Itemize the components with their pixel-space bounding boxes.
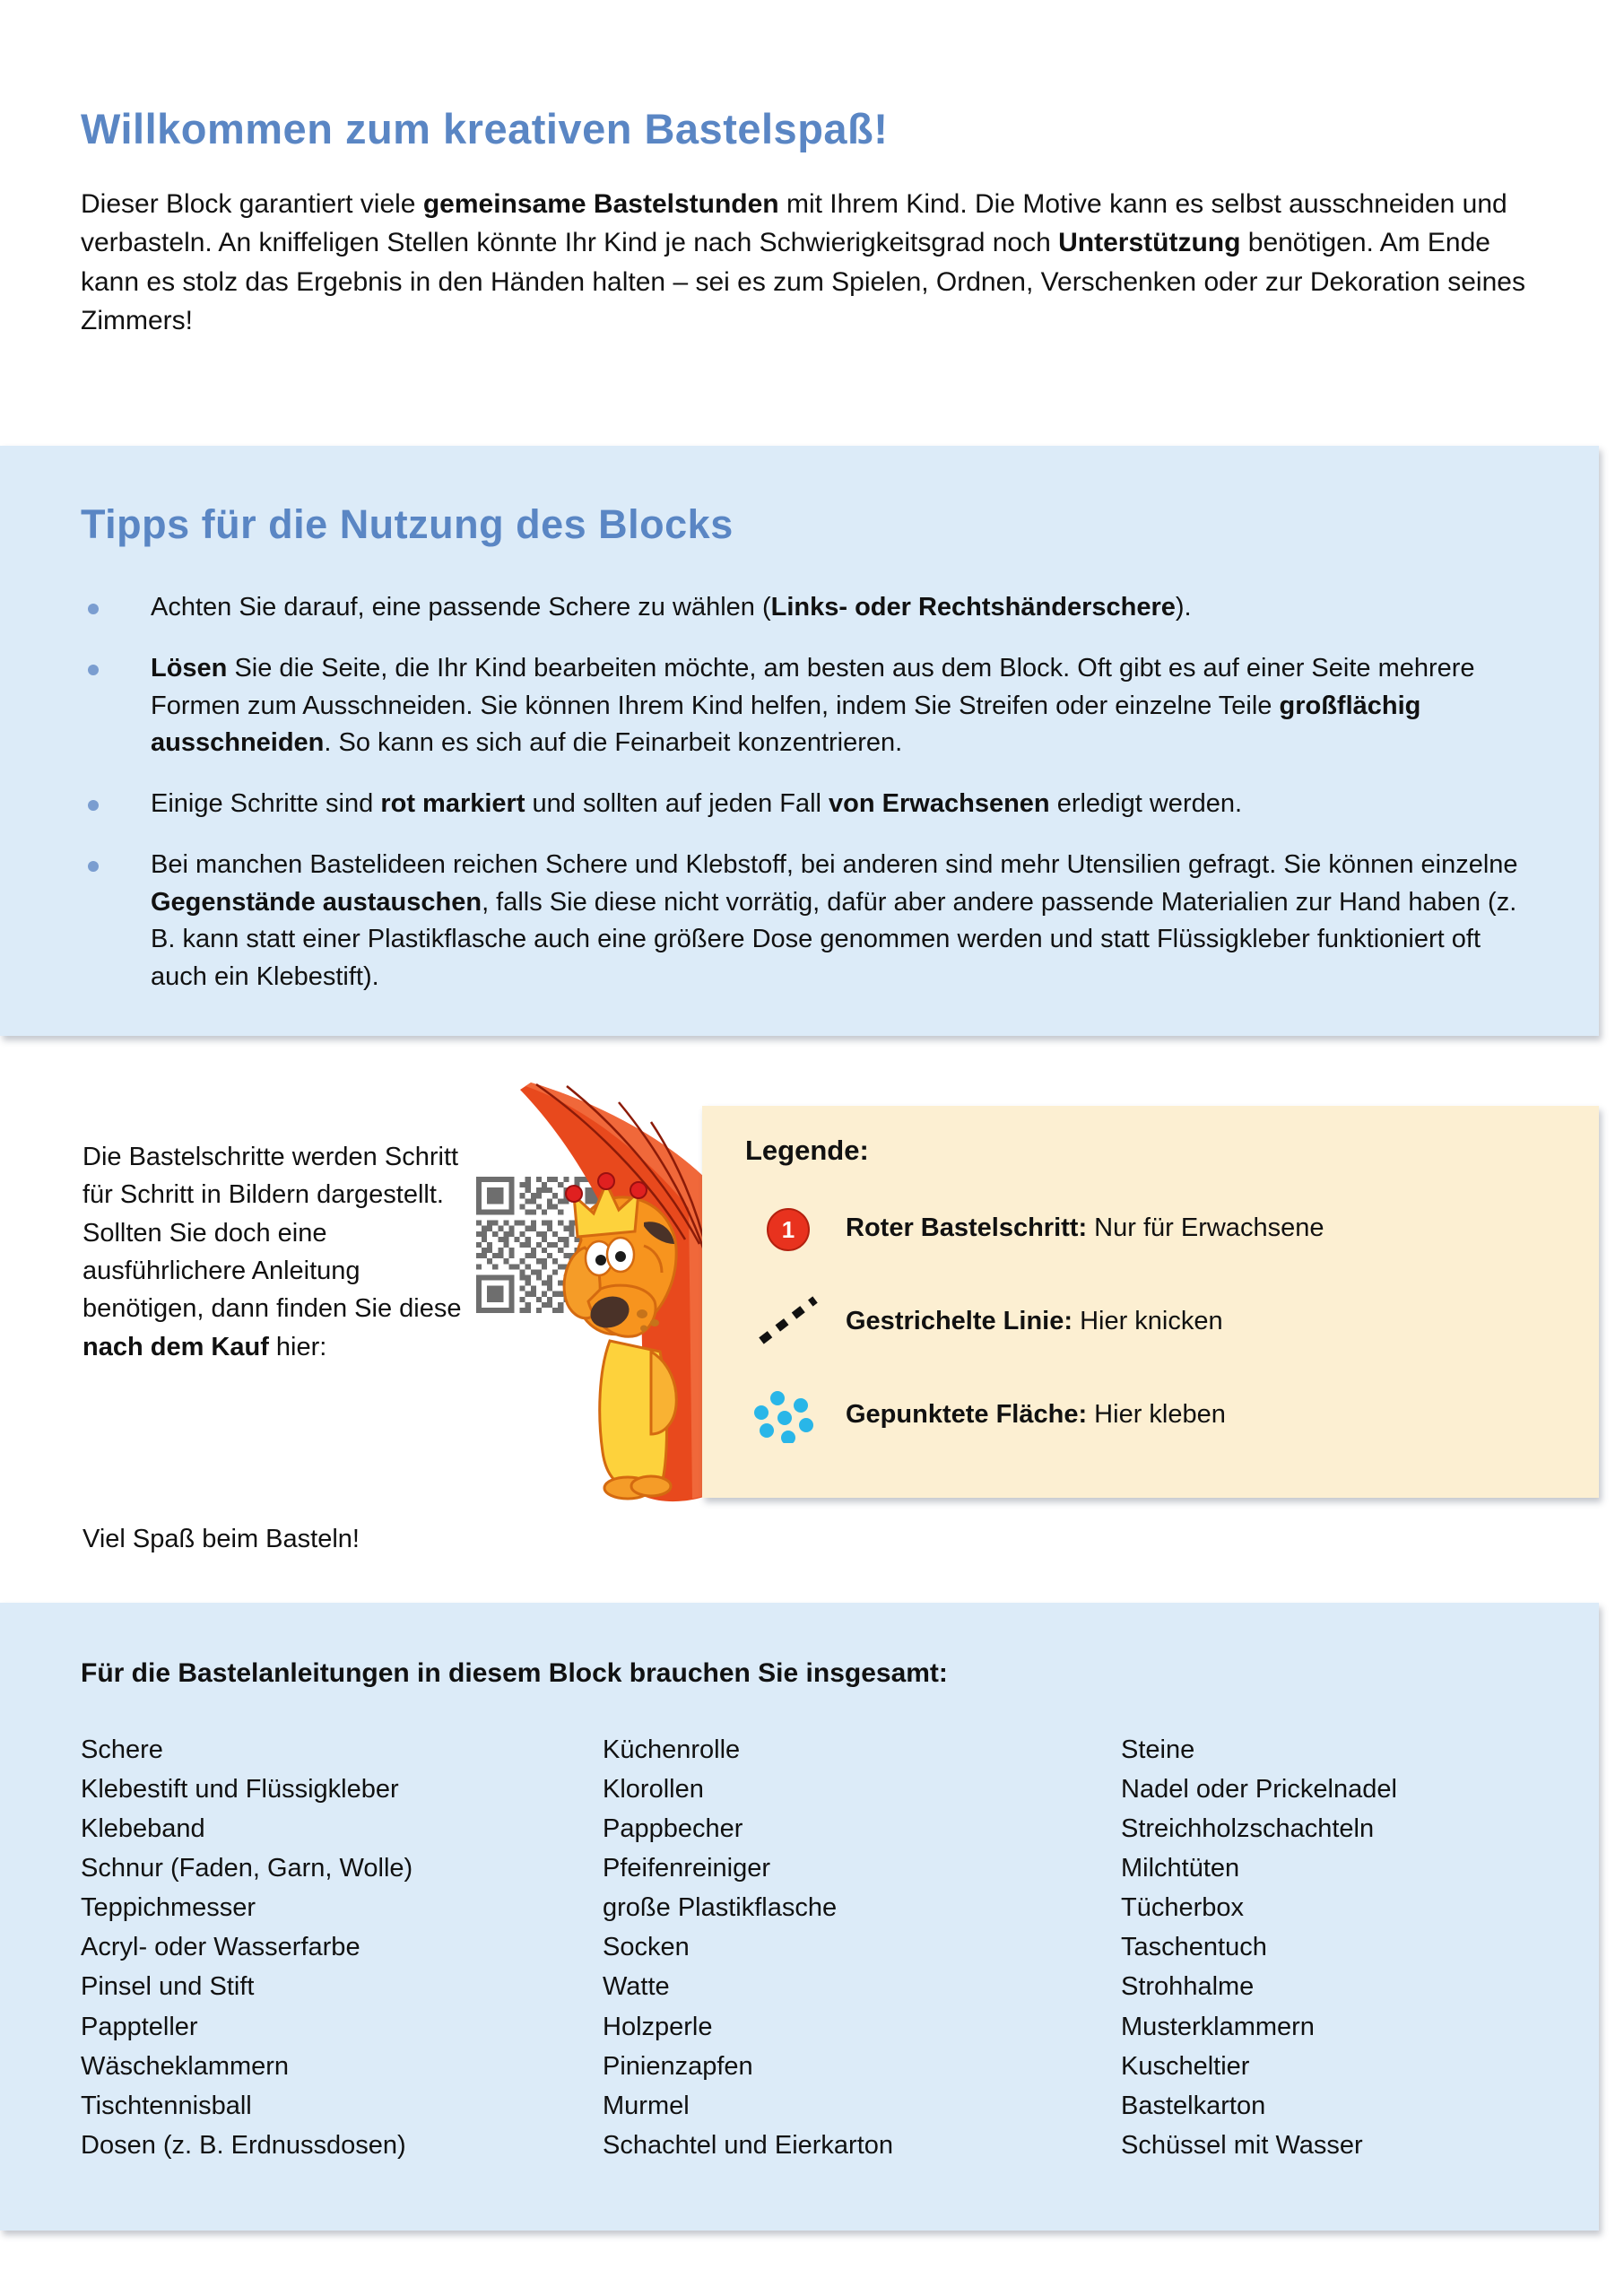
body-text: . So kann es sich auf die Feinarbeit konzentrieren. [324, 728, 903, 758]
red-numbered-step-icon [745, 1199, 846, 1257]
material-item: Klorollen [603, 1775, 704, 1805]
dashed-line-icon [745, 1292, 846, 1350]
material-item: Steine [1121, 1735, 1195, 1764]
intro-paragraph [81, 185, 1551, 341]
material-item: Teppichmesser [81, 1893, 256, 1923]
legend-row [745, 1386, 1570, 1443]
page-title: Willkommen zum kreativen Bastelspaß! [81, 105, 889, 152]
tips-heading: Tipps für die Nutzung des Blocks [81, 501, 734, 547]
material-item: Acryl- oder Wasserfarbe [81, 1933, 360, 1962]
emphasis-text: Unterstützung [1058, 228, 1241, 258]
body-text: Bei manchen Bastelideen reichen Schere und Klebstoff, bei anderen sind mehr Utensilien gefragt. Sie können einzelne [151, 849, 1518, 879]
legend-entry-text [846, 1306, 1223, 1337]
emphasis-text: Links- oder Rechtshänderschere [770, 593, 1176, 622]
qr-instruction-paragraph [83, 1138, 477, 1366]
emphasis-text: von Erwachsenen [829, 789, 1050, 818]
materials-column [81, 1730, 583, 2165]
emphasis-text: gemeinsame Bastelstunden [422, 188, 779, 219]
material-item: Pappbecher [603, 1814, 743, 1844]
material-item: Pinsel und Stift [81, 1972, 255, 2002]
body-text: und sollten auf jeden Fall [525, 789, 829, 818]
material-item: Schere [81, 1735, 163, 1764]
legend-entry-text [846, 1213, 1324, 1244]
step-number: 1 [767, 1208, 810, 1251]
closing-line: Viel Spaß beim Basteln! [83, 1525, 360, 1553]
legend-row [745, 1199, 1570, 1257]
emphasis-text: großflächig ausschneiden [151, 691, 1421, 758]
materials-title: Für die Bastelanleitungen in diesem Block brauchen Sie insgesamt: [81, 1658, 948, 1688]
body-text: benötigen. Am Ende kann es stolz das Ergebnis in den Händen halten – sei es zum Spielen, Ordnen, Verschenken oder zur Dekoration seines Zimmers! [81, 228, 1525, 336]
tips-list-item [81, 650, 1524, 762]
emphasis-text: nach dem Kauf [83, 1332, 269, 1361]
body-text: Die Bastelschritte werden Schritt für Schritt in Bildern dargestellt. Sollten Sie doch eine ausführlichere Anleitung benötigen, dann finden Sie diese [83, 1143, 462, 1324]
materials-panel [0, 1603, 1599, 2231]
legend-entry-label: Gepunktete Fläche: [846, 1399, 1088, 1429]
legend-title: Legende: [745, 1135, 869, 1166]
emphasis-text: Lösen [151, 653, 228, 683]
material-item: Schnur (Faden, Garn, Wolle) [81, 1854, 413, 1883]
material-item: Pfeifenreiniger [603, 1854, 770, 1883]
dotted-area-icon [745, 1386, 846, 1443]
legend-entry-description: Hier knicken [1073, 1306, 1223, 1335]
material-item: Küchenrolle [603, 1735, 741, 1764]
material-item: Klebeband [81, 1814, 205, 1844]
material-item: Watte [603, 1972, 670, 2002]
legend-entry-description: Nur für Erwachsene [1087, 1213, 1324, 1242]
legend-entry-text [846, 1399, 1226, 1431]
body-text: Achten Sie darauf, eine passende Schere zu wählen ( [151, 593, 771, 622]
intro-section [81, 106, 1560, 341]
material-item: große Plastikflasche [603, 1893, 838, 1923]
materials-column [603, 1730, 1105, 2165]
body-text: hier: [268, 1332, 327, 1361]
material-item: Pinienzapfen [603, 2051, 753, 2081]
legend-row [745, 1292, 1570, 1350]
material-item: Nadel oder Prickelnadel [1121, 1775, 1397, 1805]
body-text: , falls Sie diese nicht vorrätig, dafür aber andere passende Materialien zur Hand haben (z. B. kann statt einer Plastikflasche auch eine größere Dose genommen werden und statt Flüssigkleber funktioniert oft auch ein Klebestift). [151, 887, 1517, 991]
material-item: Tücherbox [1121, 1893, 1245, 1923]
material-item: Dosen (z. B. Erdnussdosen) [81, 2130, 406, 2160]
material-item: Strohhalme [1121, 1972, 1255, 2002]
tips-list-item [81, 589, 1524, 627]
material-item: Schüssel mit Wasser [1121, 2130, 1363, 2160]
material-item: Milchtüten [1121, 1854, 1240, 1883]
emphasis-text: Gegenstände austauschen [151, 887, 482, 917]
body-text: Dieser Block garantiert viele [81, 188, 423, 219]
material-item: Pappteller [81, 2012, 198, 2041]
legend-panel [702, 1106, 1599, 1498]
tips-panel [0, 446, 1599, 1036]
legend-entry-label: Gestrichelte Linie: [846, 1306, 1073, 1335]
material-item: Streichholzschachteln [1121, 1814, 1375, 1844]
legend-entry-label: Roter Bastelschritt: [846, 1213, 1088, 1242]
material-item: Wäscheklammern [81, 2051, 290, 2081]
material-item: Musterklammern [1121, 2012, 1315, 2041]
material-item: Bastelkarton [1121, 2091, 1266, 2120]
tips-list-item [81, 786, 1524, 823]
body-text: ). [1175, 593, 1192, 622]
body-text: Sie die Seite, die Ihr Kind bearbeiten möchte, am besten aus dem Block. Oft gibt es auf einer Seite mehrere Formen zum Ausschneiden. Sie können Ihrem Kind helfen, indem Sie Streifen oder einzelne Teile [151, 653, 1475, 720]
material-item: Holzperle [603, 2012, 713, 2041]
material-item: Kuscheltier [1121, 2051, 1250, 2081]
materials-column [1121, 1730, 1587, 2165]
material-item: Murmel [603, 2091, 690, 2120]
material-item: Tischtennisball [81, 2091, 252, 2120]
tips-list-item [81, 847, 1524, 996]
material-item: Taschentuch [1121, 1933, 1267, 1962]
material-item: Socken [603, 1933, 690, 1962]
body-text: mit Ihrem Kind. Die Motive kann es selbst ausschneiden und verbasteln. An kniffeligen Stellen könnte Ihr Kind je nach Schwierigkeitsgrad noch [81, 188, 1507, 258]
material-item: Schachtel und Eierkarton [603, 2130, 894, 2160]
legend-entry-description: Hier kleben [1087, 1399, 1226, 1429]
body-text: erledigt werden. [1049, 789, 1243, 818]
tips-list [81, 589, 1524, 1020]
emphasis-text: rot markiert [380, 789, 525, 818]
body-text: Einige Schritte sind [151, 789, 381, 818]
material-item: Klebestift und Flüssigkleber [81, 1775, 399, 1805]
